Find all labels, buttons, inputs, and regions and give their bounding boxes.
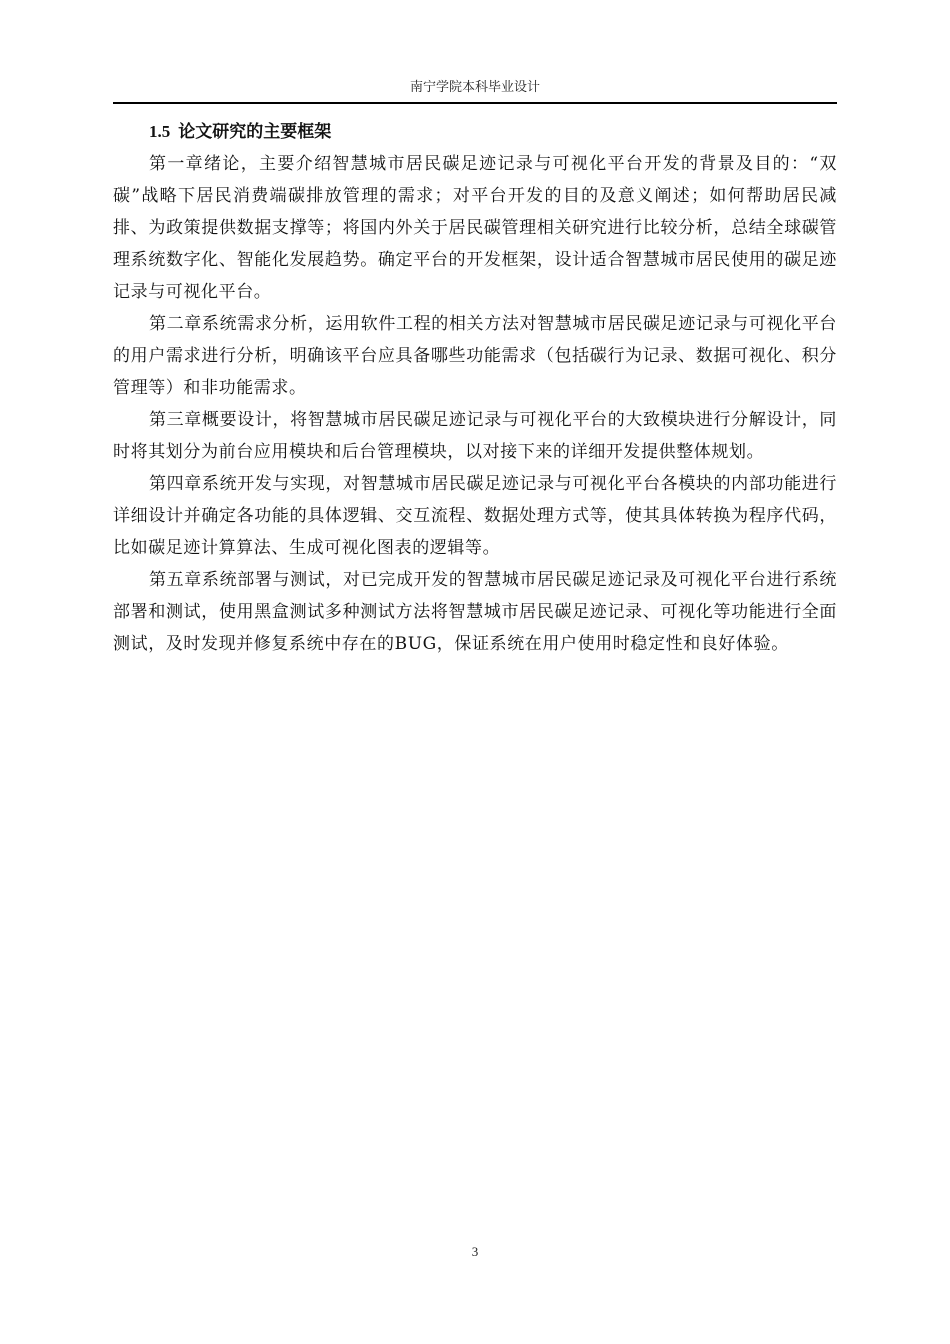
section-number: 1.5	[149, 122, 171, 141]
page-number: 3	[471, 1244, 479, 1259]
paragraph-chapter-4: 第四章系统开发与实现，对智慧城市居民碳足迹记录与可视化平台各模块的内部功能进行详细设计并确定各功能的具体逻辑、交互流程、数据处理方式等，使其具体转换为程序代码，比如碳足迹计算算法、生成可视化图表的逻辑等。	[113, 474, 837, 558]
paragraph-chapter-3: 第三章概要设计，将智慧城市居民碳足迹记录与可视化平台的大致模块进行分解设计，同时将其划分为前台应用模块和后台管理模块，以对接下来的详细开发提供整体规划。	[113, 410, 837, 462]
paragraph-chapter-1: 第一章绪论，主要介绍智慧城市居民碳足迹记录与可视化平台开发的背景及目的：“双碳”战略下居民消费端碳排放管理的需求；对平台开发的目的及意义阐述；如何帮助居民减排、为政策提供数据支撑等；将国内外关于居民碳管理相关研究进行比较分析，总结全球碳管理系统数字化、智能化发展趋势。确定平台的开发框架，设计适合智慧城市居民使用的碳足迹记录与可视化平台。	[113, 154, 837, 302]
header-title: 南宁学院本科毕业设计	[409, 80, 540, 95]
paragraph-chapter-2: 第二章系统需求分析，运用软件工程的相关方法对智慧城市居民碳足迹记录与可视化平台的用户需求进行分析，明确该平台应具备哪些功能需求（包括碳行为记录、数据可视化、积分管理等）和非功能需求。	[113, 314, 837, 398]
section-heading	[113, 116, 837, 148]
paragraph-chapter-5: 第五章系统部署与测试，对已完成开发的智慧城市居民碳足迹记录及可视化平台进行系统部署和测试，使用黑盒测试多种测试方法将智慧城市居民碳足迹记录、可视化等功能进行全面测试，及时发现并修复系统中存在的BUG，保证系统在用户使用时稳定性和良好体验。	[113, 570, 837, 654]
document-body	[113, 116, 837, 660]
page-header	[113, 74, 837, 104]
section-title: 论文研究的主要框架	[178, 122, 332, 142]
